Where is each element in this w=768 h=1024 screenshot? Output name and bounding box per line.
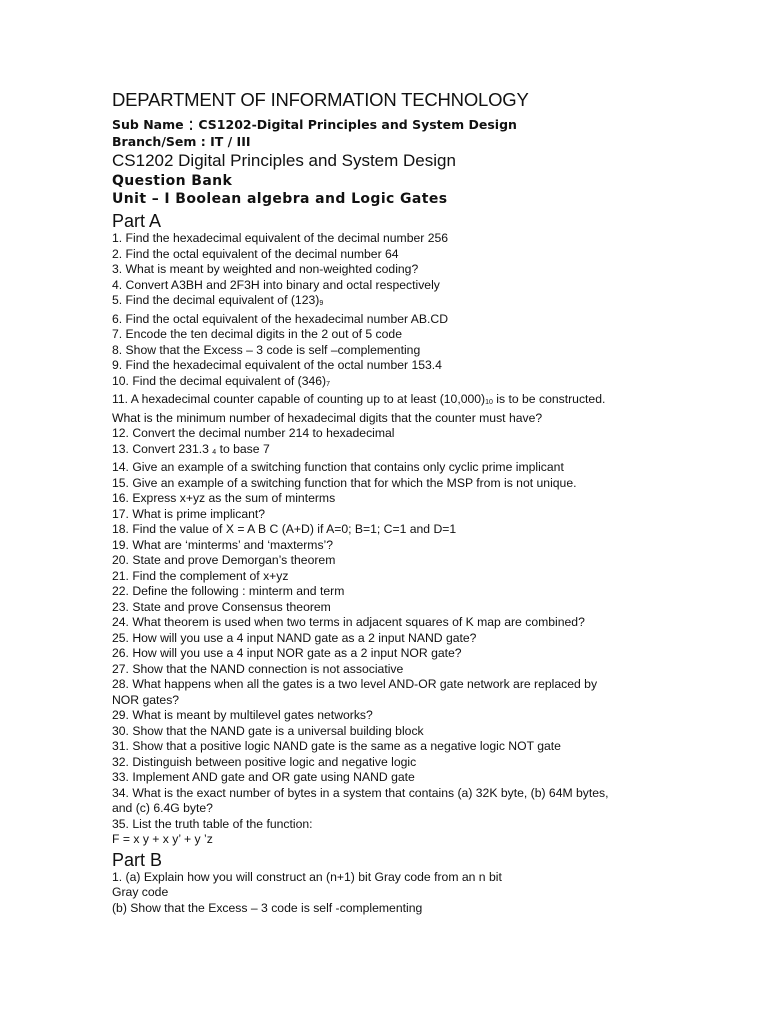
question-line [112, 442, 742, 461]
question-line [112, 374, 742, 393]
subject-name-line [112, 116, 742, 133]
question-line: 28. What happens when all the gates is a two level AND-OR gate network are replaced by [112, 677, 598, 691]
question-line: 21. Find the complement of x+yz [112, 568, 289, 583]
question-line: 14. Give an example of a switching function that contains only cyclic prime implicant [112, 460, 564, 474]
question-line: 32. Distinguish between positive logic and negative logic [112, 754, 417, 769]
question-line: 27. Show that the NAND connection is not associative [112, 661, 404, 676]
question-line: 31. Show that a positive logic NAND gate is the same as a negative logic NOT gate [112, 739, 561, 753]
question-line: 3. What is meant by weighted and non-weighted coding? [112, 262, 419, 276]
question-bank-heading: Question Bank [112, 173, 233, 189]
question-line: (b) Show that the Excess – 3 code is self -complementing [112, 900, 423, 915]
question-line: What is the minimum number of hexadecimal digits that the counter must have? [112, 410, 543, 425]
question-line: 23. State and prove Consensus theorem [112, 599, 331, 614]
question-line: 1. (a) Explain how you will construct an (n+1) bit Gray code from an n bit [112, 869, 502, 884]
formula-line: F = x y + x y’ + y ’z [112, 832, 213, 846]
question-line: 30. Show that the NAND gate is a universal building block [112, 723, 424, 738]
question-line: 7. Encode the ten decimal digits in the 2 out of 5 code [112, 327, 402, 341]
question-text: 13. Convert 231.3 [112, 441, 213, 456]
subject-name-colon: : [187, 114, 195, 135]
question-line: 6. Find the octal equivalent of the hexadecimal number AB.CD [112, 311, 449, 326]
question-line: 17. What is prime implicant? [112, 506, 266, 521]
question-line: 12. Convert the decimal number 214 to hexadecimal [112, 426, 395, 440]
question-line: 16. Express x+yz as the sum of minterms [112, 491, 336, 505]
question-line: 1. Find the hexadecimal equivalent of the decimal number 256 [112, 231, 449, 245]
base-subscript: 9 [319, 300, 324, 307]
subject-name-label: Sub Name [112, 117, 184, 132]
question-text: 10. Find the decimal equivalent of (346) [112, 373, 327, 388]
question-line: 35. List the truth table of the function: [112, 816, 313, 831]
part-b-heading: Part B [112, 849, 163, 870]
question-line [112, 293, 742, 312]
question-line: 8. Show that the Excess – 3 code is self –complementing [112, 342, 421, 357]
question-line: NOR gates? [112, 692, 180, 707]
question-line: 29. What is meant by multilevel gates networks? [112, 708, 373, 722]
question-text: to base 7 [216, 441, 270, 456]
branch-semester: Branch/Sem : IT / III [112, 134, 251, 149]
question-line: 25. How will you use a 4 input NAND gate as a 2 input NAND gate? [112, 630, 477, 645]
question-line: 34. What is the exact number of bytes in a system that contains (a) 32K byte, (b) 64M bytes, [112, 785, 609, 800]
question-line: 22. Define the following : minterm and term [112, 584, 345, 598]
question-line: 24. What theorem is used when two terms in adjacent squares of K map are combined? [112, 615, 585, 629]
question-line [112, 392, 742, 411]
unit-heading: Unit – I Boolean algebra and Logic Gates [112, 191, 448, 207]
document-page [112, 88, 742, 916]
base-subscript: 7 [326, 380, 330, 388]
subject-name-value: CS1202-Digital Principles and System Design [194, 117, 517, 132]
base-subscript: 10 [485, 399, 493, 406]
question-line: Gray code [112, 885, 169, 899]
question-line: 4. Convert A3BH and 2F3H into binary and octal respectively [112, 277, 440, 292]
question-line: 2. Find the octal equivalent of the decimal number 64 [112, 246, 399, 261]
course-title: CS1202 Digital Principles and System Design [112, 151, 456, 170]
question-line: 20. State and prove Demorgan’s theorem [112, 553, 336, 567]
base-subscript: 4 [212, 448, 217, 456]
question-line: and (c) 6.4G byte? [112, 801, 213, 815]
department-title: DEPARTMENT OF INFORMATION TECHNOLOGY [112, 89, 529, 110]
question-text: 5. Find the decimal equivalent of (123) [112, 293, 320, 307]
question-line: 18. Find the value of X = A B C (A+D) if A=0; B=1; C=1 and D=1 [112, 522, 457, 536]
question-line: 19. What are ‘minterms’ and ‘maxterms’? [112, 537, 334, 552]
question-line: 9. Find the hexadecimal equivalent of the octal number 153.4 [112, 358, 442, 372]
question-line: 15. Give an example of a switching function that for which the MSP from is not unique. [112, 475, 577, 490]
part-a-heading: Part A [112, 211, 162, 231]
question-text: 11. A hexadecimal counter capable of counting up to at least (10,000) [112, 392, 486, 406]
question-line: 33. Implement AND gate and OR gate using NAND gate [112, 770, 415, 784]
question-text: is to be constructed. [492, 392, 606, 406]
question-line: 26. How will you use a 4 input NOR gate as a 2 input NOR gate? [112, 646, 462, 660]
